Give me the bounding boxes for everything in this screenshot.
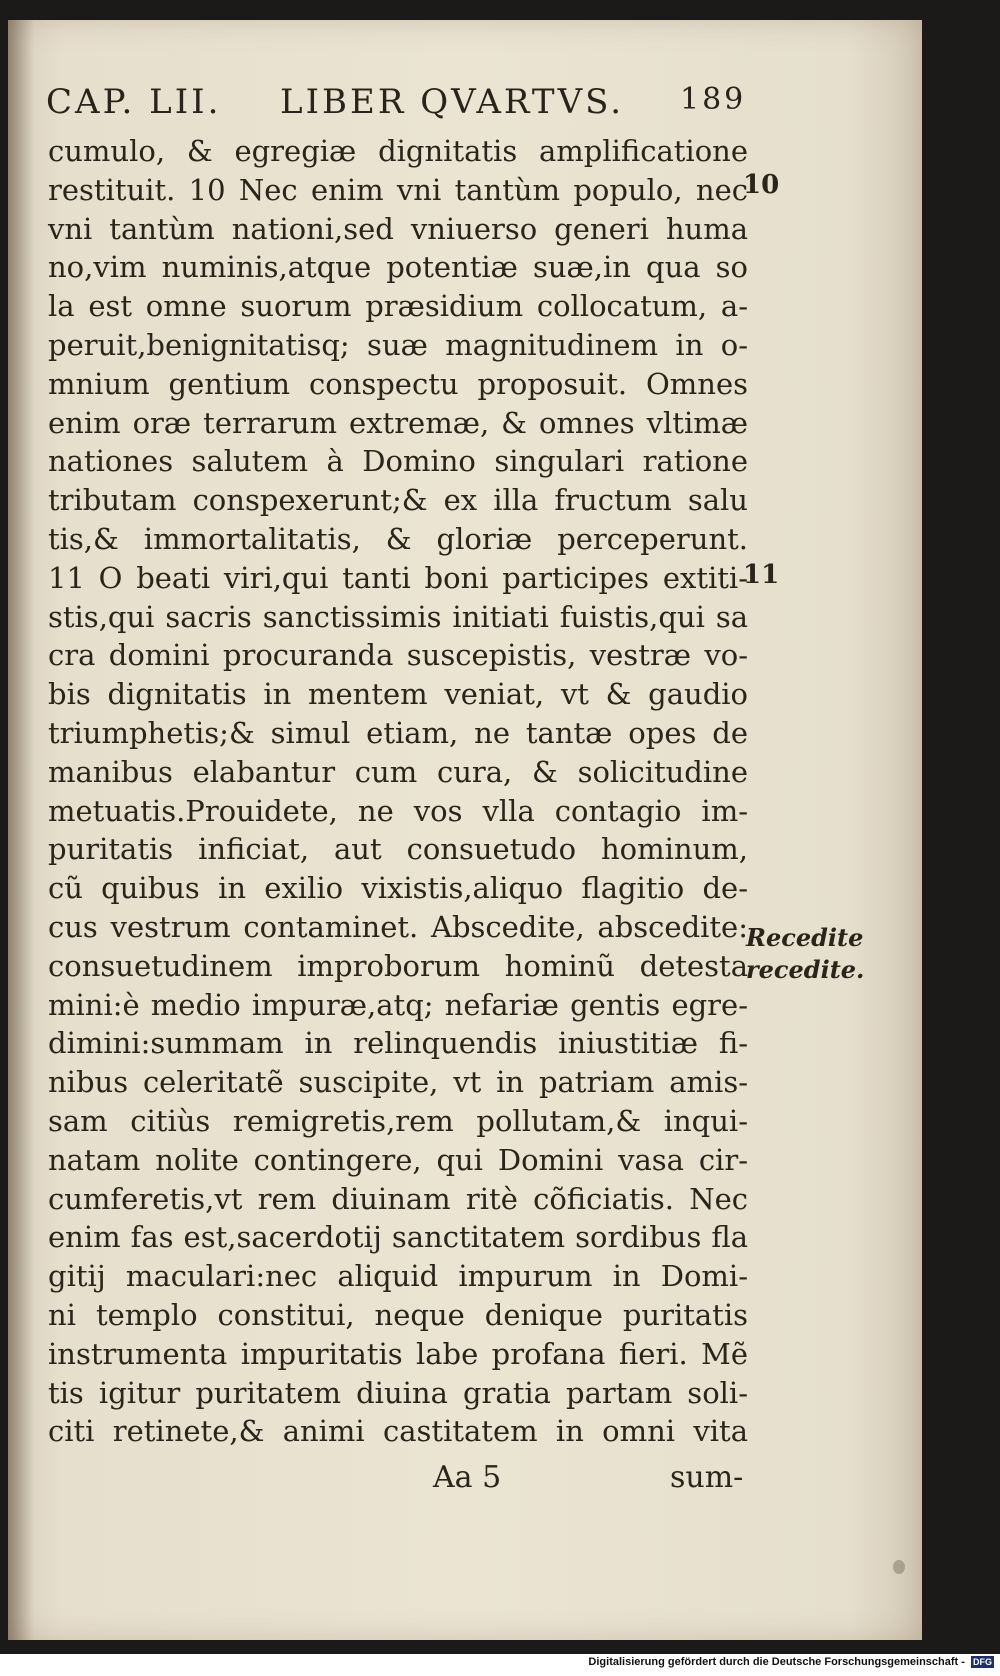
digitization-credit [588, 1656, 994, 1668]
signature-mark: Aa 5 [433, 1460, 502, 1495]
text-line: restituit. 10 Nec enim vni tantùm populo, nec [48, 172, 748, 207]
text-line: cus vestrum contaminet. Abscedite, abscedite: [48, 909, 748, 944]
text-line: nationes salutem à Domino singulari ratione [48, 444, 748, 479]
margin-note-line: Recedite [746, 923, 864, 952]
text-line: no,vim numinis,atque potentiæ suæ,in qua so [48, 250, 748, 285]
text-line: tis igitur puritatem diuina gratia partam soli- [48, 1375, 748, 1410]
margin-verse-number: 10 [743, 170, 780, 200]
text-line: natam nolite contingere, qui Domini vasa cir- [48, 1142, 748, 1177]
text-line: tis,& immortalitatis, & gloriæ perceperunt. [48, 521, 748, 556]
text-line: cumferetis,vt rem diuinam ritè cõficiatis. Nec [48, 1181, 748, 1216]
text-line: enim fas est,sacerdotij sanctitatem sordibus fla [48, 1220, 748, 1255]
text-line: bis dignitatis in mentem veniat, vt & gaudio [48, 677, 748, 712]
text-line: consuetudinem improborum hominũ detesta [48, 948, 748, 983]
book-title-heading: LIBER QVARTVS. [280, 82, 625, 122]
text-line: cra domini procuranda suscepistis, vestræ vo- [48, 638, 748, 673]
text-line: cumulo, & egregiæ dignitatis amplificatione [48, 134, 748, 168]
credit-text: Digitalisierung gefördert durch die Deutsche Forschungsgemeinschaft - [588, 1656, 965, 1668]
text-line: puritatis inficiat, aut consuetudo hominum, [48, 832, 748, 867]
text-line: stis,qui sacris sanctissimis initiati fuistis,qui sa [48, 599, 748, 634]
text-line: sam citiùs remigretis,rem pollutam,& inqui- [48, 1103, 748, 1138]
text-line: metuatis.Prouidete, ne vos vlla contagio im- [48, 793, 748, 828]
page-number: 189 [680, 82, 747, 117]
text-line: vni tantùm nationi,sed vniuerso generi huma [48, 211, 748, 246]
text-line: tributam conspexerunt;& ex illa fructum salu [48, 483, 748, 518]
text-line: mnium gentium conspectu proposuit. Omnes [48, 366, 748, 401]
body-text [48, 132, 748, 1451]
paper-stain [893, 1560, 905, 1574]
text-line: mini:è medio impuræ,atq; nefariæ gentis egre- [48, 987, 748, 1022]
margin-note [746, 922, 864, 986]
text-line: gitij maculari:nec aliquid impurum in Domi- [48, 1259, 748, 1294]
text-line: dimini:summam in relinquendis iniustitiæ fi- [48, 1026, 748, 1061]
text-line: 11 O beati viri,qui tanti boni participes extiti- [48, 560, 748, 595]
text-line: ni templo constitui, neque denique puritatis [48, 1297, 748, 1332]
text-line: peruit,benignitatisq; suæ magnitudinem in o- [48, 327, 748, 362]
text-line: cũ quibus in exilio vixistis,aliquo flagitio de- [48, 871, 748, 906]
text-line: triumphetis;& simul etiam, ne tantæ opes de [48, 715, 748, 750]
text-line: nibus celeritatẽ suscipite, vt in patriam amis- [48, 1065, 748, 1100]
dfg-logo: DFG [973, 1657, 992, 1667]
chapter-heading: CAP. LII. [46, 82, 222, 122]
text-line: instrumenta impuritatis labe profana fieri. Mẽ [48, 1336, 748, 1371]
margin-note-line: recedite. [746, 955, 865, 984]
running-head [40, 72, 747, 124]
text-line: citi retinete,& animi castitatem in omni vita [48, 1414, 748, 1449]
text-line: manibus elabantur cum cura, & solicitudine [48, 754, 748, 789]
book-page [8, 20, 922, 1640]
text-line: enim oræ terrarum extremæ, & omnes vltimæ [48, 405, 748, 440]
gutter-shadow [8, 20, 34, 1640]
margin-verse-number: 11 [743, 560, 780, 590]
catchword: sum- [670, 1460, 744, 1495]
text-line: la est omne suorum præsidium collocatum, a- [48, 289, 748, 324]
